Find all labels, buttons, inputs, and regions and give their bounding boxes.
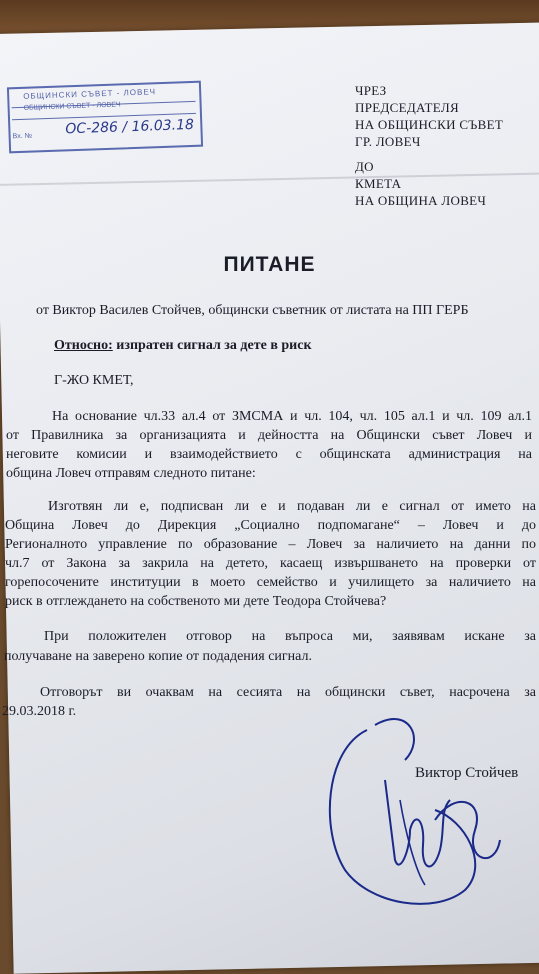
paragraph-line: риск в отглеждането на собственото ми дете Теодора Стойчева? (5, 594, 387, 609)
stamp-registration-number: ОС-286 / 16.03.18 (65, 116, 195, 138)
document-title: ПИТАНЕ (223, 253, 316, 276)
paragraph-line: Отговорът ви очаквам на сесията на общински съвет, насрочена за (40, 685, 536, 700)
to-line: НА ОБЩИНА ЛОВЕЧ (355, 193, 487, 208)
to-recipient-block (355, 158, 486, 209)
paragraph-line: Регионалното управление по образование – Ловеч за наличието на данни по (5, 537, 536, 552)
signatory-name: Виктор Стойчев (415, 765, 519, 781)
subject-label: Относно: (54, 338, 113, 353)
stamp-subheader: ОБЩИНСКИ СЪВЕТ - ЛОВЕЧ (23, 101, 121, 112)
via-line: ПРЕДСЕДАТЕЛЯ (355, 100, 459, 115)
via-line: НА ОБЩИНСКИ СЪВЕТ (355, 117, 504, 132)
paragraph-line: На основание чл.33 ал.4 от ЗМСМА и чл. 104, чл. 105 ал.1 и чл. 109 ал.1 (52, 409, 532, 424)
paragraph-line: Община Ловеч до Дирекция „Социално подпомагане“ – Ловеч и до (5, 518, 536, 533)
salutation: Г-ЖО КМЕТ, (54, 373, 134, 388)
registration-stamp (7, 81, 203, 154)
paragraph-line: получаване на заверено копие от подадения сигнал. (4, 649, 312, 664)
paragraph-line: чл.7 от Закона за закрила на детето, касаещ извършването на проверки от (5, 556, 536, 571)
to-line: ДО (355, 159, 374, 174)
subject-line (54, 338, 312, 354)
paragraph-line: При положителен отговор на въпроса ми, заявявам искане за (44, 629, 536, 644)
paragraph-line: 29.03.2018 г. (2, 704, 77, 719)
via-line: ЧРЕЗ (355, 83, 387, 98)
to-line: КМЕТА (355, 176, 402, 191)
from-line: от Виктор Василев Стойчев, общински съветник от листата на ПП ГЕРБ (36, 303, 469, 318)
paragraph-line: горепосочените институции в моето семейство и училището за наличието на (5, 575, 536, 590)
paragraph-line: Изготвян ли е, подписван ли е и подаван ли е сигнал от името на (48, 499, 536, 514)
subject-text: изпратен сигнал за дете в риск (112, 338, 312, 353)
via-recipient-block (355, 82, 503, 150)
stamp-header: ОБЩИНСКИ СЪВЕТ - ЛОВЕЧ (23, 87, 157, 101)
via-line: ГР. ЛОВЕЧ (355, 134, 421, 149)
paragraph-line: община Ловеч отправям следното питане: (6, 466, 256, 481)
paragraph-line: неговите комисии и взаимодействието с общинската администрация на (6, 447, 532, 462)
paragraph-line: от Правилника за организацията и дейността на Общински съвет Ловеч и (6, 428, 532, 443)
handwritten-signature (315, 700, 515, 920)
stamp-prefix: Вх. № (12, 132, 33, 141)
